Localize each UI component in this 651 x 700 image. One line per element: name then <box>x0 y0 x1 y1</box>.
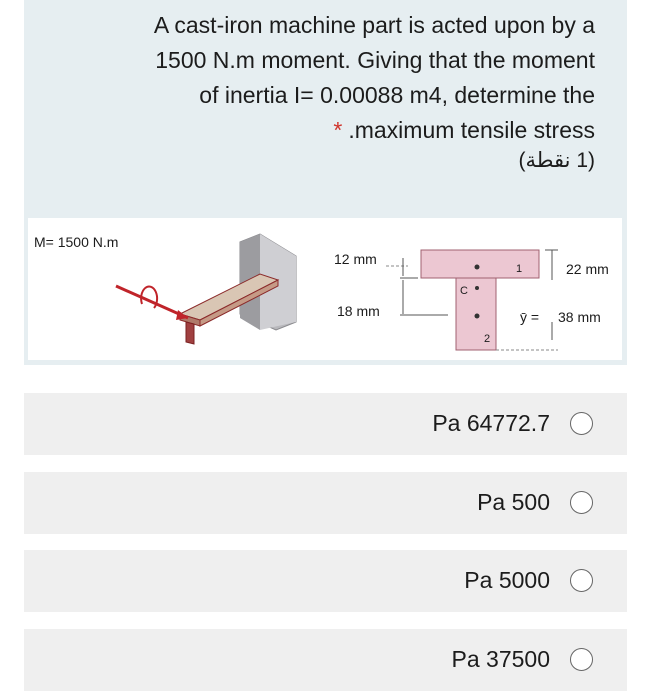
option-label: Pa 37500 <box>451 646 550 672</box>
t-beam-diagram <box>28 218 622 360</box>
radio-button[interactable] <box>570 648 593 671</box>
question-line: of inertia I= 0.00088 m4, determine the <box>199 82 595 108</box>
question-line: A cast-iron machine part is acted upon by a <box>153 12 595 38</box>
centroid-mark: C <box>460 285 468 297</box>
top-distance-label: 22 mm <box>566 261 609 277</box>
question-line <box>55 113 595 148</box>
part-2-label: 2 <box>484 333 491 345</box>
answer-option-4[interactable] <box>24 629 627 691</box>
centroid-distance-label: 38 mm <box>558 309 601 325</box>
radio-button[interactable] <box>570 412 593 435</box>
radio-button[interactable] <box>570 491 593 514</box>
points-label: (1 نقطة) <box>518 149 595 172</box>
option-label: Pa 500 <box>477 489 550 515</box>
question-text <box>55 8 595 148</box>
top-thickness-label: 12 mm <box>334 251 377 267</box>
answer-option-2[interactable] <box>24 472 627 534</box>
cross-section <box>386 250 558 350</box>
moment-label: M= 1500 N.m <box>34 234 119 250</box>
question-figure <box>28 218 622 360</box>
moment-arrow-icon <box>116 286 188 320</box>
option-label: Pa 5000 <box>464 567 550 593</box>
part-1-label: 1 <box>516 263 523 275</box>
ybar-label: ȳ = <box>520 309 540 325</box>
required-marker: * <box>333 117 343 143</box>
radio-button[interactable] <box>570 569 593 592</box>
web-height-label: 18 mm <box>337 303 380 319</box>
question-line-text: .maximum tensile stress <box>348 117 595 143</box>
answer-option-3[interactable] <box>24 550 627 612</box>
answer-option-1[interactable] <box>24 393 627 455</box>
question-line: 1500 N.m moment. Giving that the moment <box>155 47 595 73</box>
option-label: Pa 64772.7 <box>432 410 550 436</box>
